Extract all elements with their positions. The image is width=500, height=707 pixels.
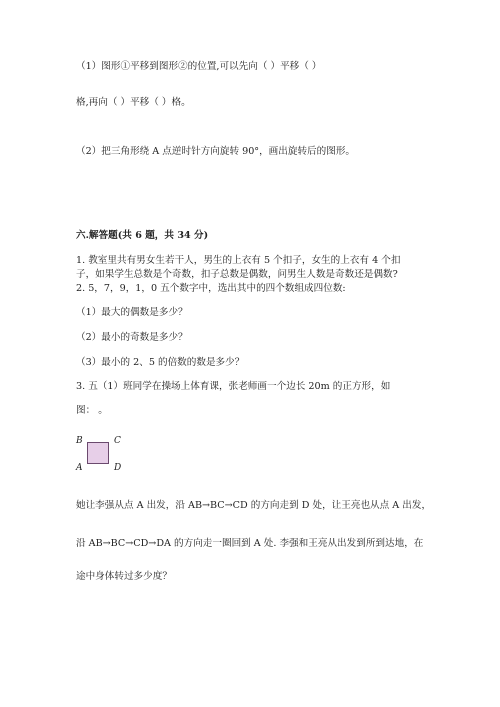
q2-rotation: （2）把三角形绕 A 点逆时针方向旋转 90°，画出旋转后的图形。 xyxy=(76,146,356,157)
vertex-label-d: D xyxy=(114,463,122,473)
q1-line1: （1）图形①平移到图形②的位置,可以先向（ ）平移（ ） xyxy=(76,61,322,72)
square-figure xyxy=(76,436,128,474)
vertex-label-a: A xyxy=(76,463,83,473)
problem2-q1: （1）最大的偶数是多少？ xyxy=(76,307,188,318)
q1-line2: 格,再向（ ）平移（ ）格。 xyxy=(76,97,191,108)
problem3-line4: 沿 AB→BC→CD→DA 的方向走一圈回到 A 处. 李强和王亮从出发到所到达地，在 xyxy=(76,538,424,549)
vertex-label-b: B xyxy=(76,436,83,446)
problem2-q3: （3）最小的 2、5 的倍数的数是多少？ xyxy=(76,357,245,368)
problem2-q2: （2）最小的奇数是多少？ xyxy=(76,332,188,343)
problem3-line3: 她让李强从点 A 出发，沿 AB→BC→CD 的方向走到 D 处，让王亮也从点 A 出发， xyxy=(76,500,432,511)
problem3-line1: 3. 五（1）班同学在操场上体育课，张老师画一个边长 20m 的正方形，如 xyxy=(76,381,391,392)
problem2-intro: 2. 5，7，9，1，0 五个数字中，选出其中的四个数组成四位数: xyxy=(76,283,346,294)
problem1-line1: 1. 教室里共有男女生若干人，男生的上衣有 5 个扣子，女生的上衣有 4 个扣 xyxy=(76,255,401,266)
vertex-label-c: C xyxy=(114,436,121,446)
square-shape xyxy=(87,442,109,464)
problem1-line2: 子，如果学生总数是个奇数，扣子总数是偶数，问男生人数是奇数还是偶数? xyxy=(76,269,398,280)
section-heading: 六.解答题(共 6 题，共 34 分) xyxy=(76,230,209,241)
problem3-line2: 图： 。 xyxy=(76,405,108,416)
problem3-line5: 途中身体转过多少度？ xyxy=(76,571,172,582)
